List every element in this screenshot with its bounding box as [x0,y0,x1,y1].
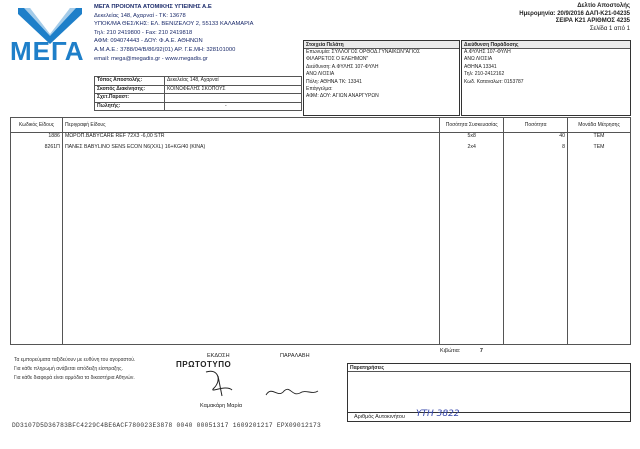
document-series: ΣΕΙΡΑ Κ21 ΑΡΙΘΜΟΣ 4235 [555,18,630,24]
header-description: Περιγραφή Είδους [62,118,439,133]
dispatch-table [94,76,302,111]
customer-line: Επάγγελμα: [306,86,333,93]
footer-note: Για κάθε πληρωμή ανάβεται απόδειξη είσπραξης. [14,366,123,372]
customer-line: ΑΦΜ: ΔΟΥ: ΑΓΙΩΝ ΑΝΑΡΓΥΡΩΝ [306,93,379,100]
header-quantity: Ποσότητα [504,118,568,133]
company-line: ΑΦΜ: 094074443 - ΔΟΥ: Φ.Α.Ε. ΑΘΗΝΩΝ [94,38,203,45]
dispatch-label: Σχετ.Παραστ: [95,94,165,103]
customer-header: Στοιχεία Πελάτη [304,41,459,49]
signer-name: Καμακάρη Μαρία [200,403,242,409]
company-line: Α.Μ.Α.Ε.: 3788/04/Β/86/92(01) ΑΡ. Γ.Ε.ΜΗ: 328101000 [94,46,236,53]
header-code: Κωδικός Είδους [11,118,63,133]
dispatch-row [95,77,302,86]
header-pack: Ποσότητα Συσκευασίας [440,118,504,133]
company-line: Τηλ: 210 2419800 - Fax: 210 2419818 [94,29,193,36]
dispatch-value: ΚΟΙΝΩΦΕΛΗΣ ΣΚΟΠΟΥΣ [165,85,302,94]
vehicle-label: Αριθμός Αυτοκινήτου [354,414,405,420]
delivery-box [461,40,631,116]
delivery-header: Διεύθυνση Παράδοσης [462,41,630,49]
footer-note: Τα εμπορεύματα ταξιδεύουν με ευθύνη του αγοραστού. [14,357,136,363]
company-line: ΥΠΟΚ/ΜΑ ΘΕΣ/ΚΗΣ: ΕΛ. ΒΕΝΙΖΕΛΟΥ 2, 55133 ΚΑΛΑΜΑΡΙΑ [94,21,254,28]
header-unit: Μονάδα Μέτρησης [568,118,631,133]
delivery-line: Κωδ. Καταναλωτ: 0153787 [464,78,524,85]
customer-line: Επωνυμία: ΣΥΛΛΟΓΟΣ ΟΡΘΟΔ.ΓΥΝΑΙΚΩΝ"ΑΓΙΟΣ [306,49,421,55]
issued-label: ΕΚΔΟΣΗ [207,353,230,359]
document-page: Σελίδα 1 από 1 [589,25,630,32]
document-header [519,3,630,33]
document-date: Ημερομηνία: 20/9/2016 ΔΑΠ-Κ21-04235 [519,10,630,17]
dispatch-value: - [165,102,302,111]
table-row [11,133,631,144]
document-title: Δελτίο Αποστολής [577,3,630,9]
customer-line: Διεύθυνση: Α.ΦΥΛΗΣ 107-ΦΥΛΗ [306,63,379,70]
item-description: ΠΑΝΕΣ BABYLINO SENS ECON N6(XXL) 16+KG/40 (KINA) [62,144,439,155]
receiver-signature-icon [262,383,322,401]
dispatch-label: Πωλητής: [95,102,165,111]
item-pack: 2x4 [440,144,504,155]
items-header-row [11,118,631,133]
delivery-line: Τηλ: 210-2412162 [464,71,505,78]
dispatch-value [165,94,302,103]
remarks-box [347,363,631,413]
customer-line: ΑΝΩ ΛΙΟΣΙΑ [306,71,335,78]
item-quantity: 8 [504,144,568,155]
footer-notes [14,356,135,383]
customer-line: Πόλη: ΑΘΗΝΑ ΤΚ: 13341 [306,78,362,85]
delivery-line: ΑΘΗΝΑ 13341 [464,63,497,70]
issuer-signature-icon [196,366,246,398]
item-description: ΜΩΡΟΠ.BABYCARE REF 72X3 -6,00 STR [62,133,439,144]
company-name: ΜΕΓΑ ΠΡΟΙΟΝΤΑ ΑΤΟΜΙΚΗΣ ΥΓΙΕΙΝΗΣ Α.Ε [94,4,212,10]
vehicle-box [347,409,631,422]
received-label: ΠΑΡΑΛΑΒΗ [280,353,310,359]
remarks-label: Παρατηρήσεις [348,364,630,372]
item-quantity: 40 [504,133,568,144]
company-line: Δεκελείας 148, Αχαρναί - ΤΚ: 13678 [94,12,186,19]
barcode-text: DD3107D5D36783BFC4229C4BE6ACF780023E3878 0040 00051317 1609201217 EPX09012173 [12,422,322,429]
item-unit: TEM [568,133,631,144]
delivery-line: Α.ΦΥΛΗΣ 107-ΦΥΛΗ [464,49,511,55]
dispatch-row [95,94,302,103]
company-info [94,3,253,63]
items-table [10,117,631,345]
item-pack: 5x8 [440,133,504,144]
footer-note: Για κάθε διαφορά είναι αρμόδια τα δικαστήρια Αθηνών. [14,375,135,381]
customer-line: ΦΙΛΑΡΕΤΟΣ Ο ΕΛΕΗΜΩΝ" [306,56,369,63]
dispatch-label: Τόπος Αποστολής: [95,77,165,86]
original-stamp: ΠΡΩΤΟΤΥΠΟ [176,360,232,369]
boxes-total [440,348,483,355]
logo-wordmark: ΜΕΓΑ [10,36,85,66]
item-code: 8261Π [11,144,63,155]
table-row [11,144,631,155]
company-line: email: mega@megadis.gr - www.megadis.gr [94,55,208,62]
boxes-total-value: 7 [479,348,483,354]
vehicle-value: ΥΤΗ 3822 [416,409,460,419]
item-unit: TEM [568,144,631,155]
dispatch-value: Δεκελείας 148, Αχαρναί [165,77,302,86]
boxes-total-label: Κιβώτια: [440,348,461,354]
dispatch-row [95,102,302,111]
dispatch-label: Σκοπός Διακίνησης: [95,85,165,94]
table-filler-row [11,155,631,345]
delivery-line: ΑΝΩ ΛΙΟΣΙΑ [464,56,493,63]
item-code: 1886 [11,133,63,144]
customer-box [303,40,460,116]
dispatch-row [95,85,302,94]
